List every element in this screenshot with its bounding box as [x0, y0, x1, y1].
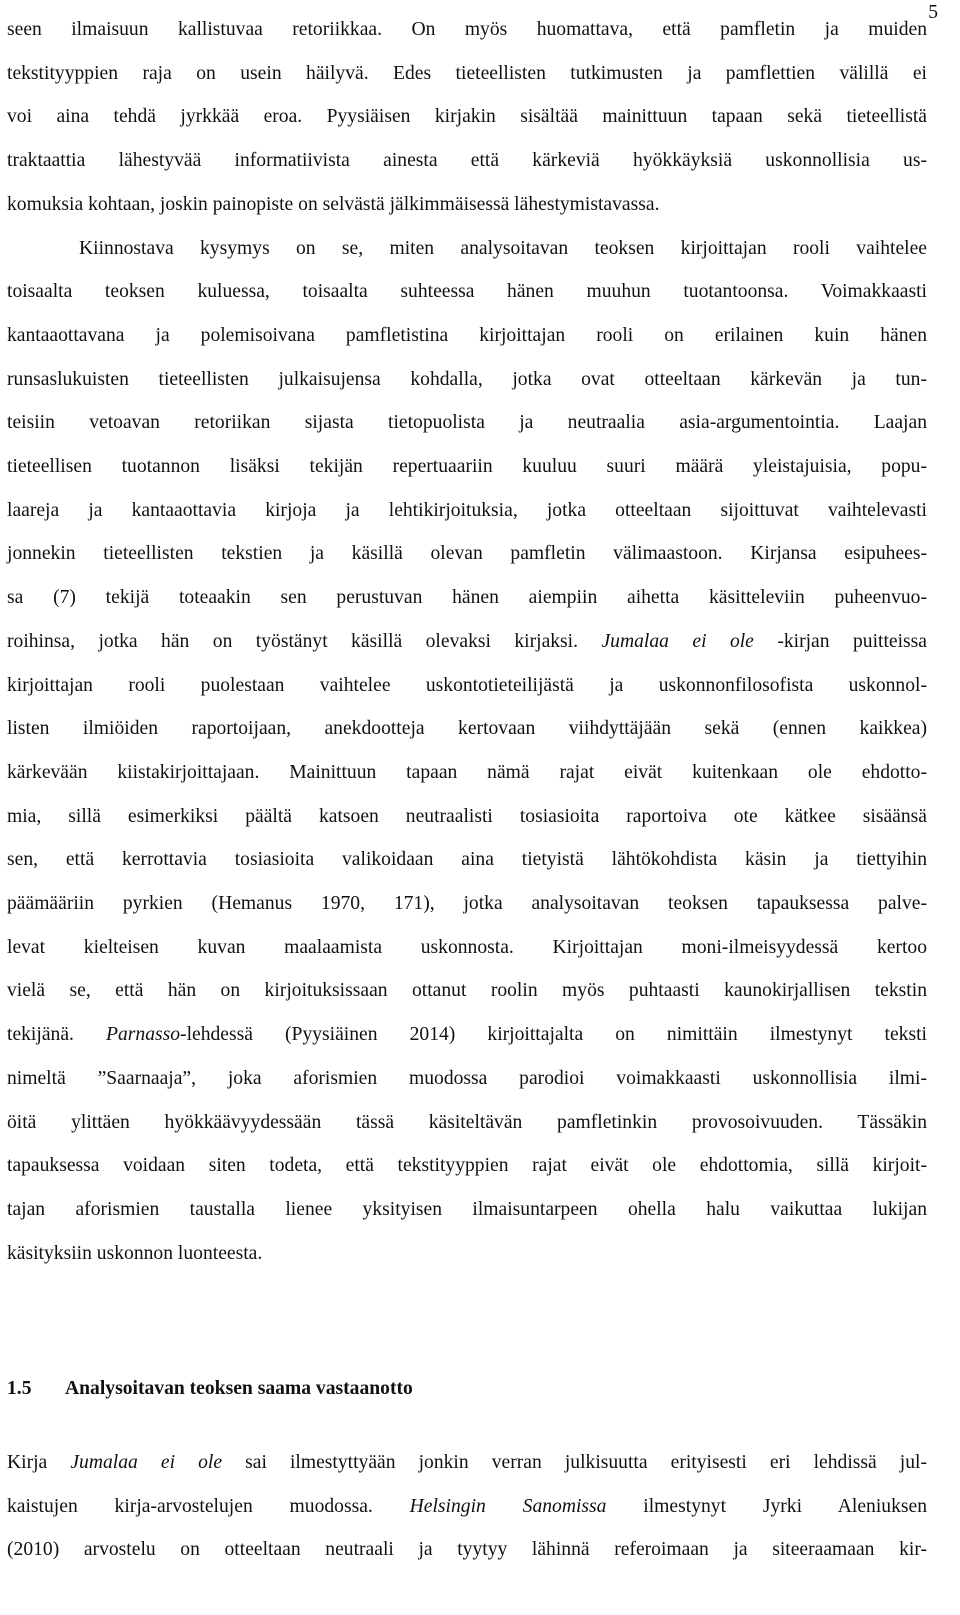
- text-line: kaistujen kirja-arvostelujen muodossa. Helsingin Sanomissa ilmestynyt Jyrki Aleniuksen: [7, 1495, 927, 1517]
- section-heading: [7, 1372, 413, 1406]
- text-line: listen ilmiöiden raportoijaan, anekdootteja kertovaan viihdyttäjään sekä (ennen kaikkea): [7, 718, 927, 740]
- text-line: traktaattia lähestyvää informatiivista ainesta että kärkeviä hyökkäyksiä uskonnollisia us-: [7, 150, 927, 172]
- page-number: 5: [928, 2, 938, 23]
- text-line: laareja ja kantaaottavia kirjoja ja lehtikirjoituksia, jotka otteeltaan sijoittuvat vaihtelevasti: [7, 499, 927, 521]
- text-line: komuksia kohtaan, joskin painopiste on selvästä jälkimmäisessä lähestymistavassa.: [7, 193, 660, 215]
- text-line: roihinsa, jotka hän on työstänyt käsillä olevaksi kirjaksi. Jumalaa ei ole -kirjan puitteissa: [7, 630, 927, 652]
- text-line: teisiin vetoavan retoriikan sijasta tietopuolista ja neutraalia asia-argumentointia. Laajan: [7, 412, 927, 434]
- text-line: öitä ylittäen hyökkäävyydessään tässä käsiteltävän pamfletinkin provosoivuuden. Tässäkin: [7, 1111, 927, 1133]
- text-line: jonnekin tieteellisten tekstien ja käsillä olevan pamfletin välimaastoon. Kirjansa esipuhees-: [7, 543, 927, 565]
- text-line: Kirja Jumalaa ei ole sai ilmestyttyään jonkin verran julkisuutta erityisesti eri lehdissä jul-: [7, 1452, 928, 1473]
- text-line: kantaaottavana ja polemisoivana pamfletistina kirjoittajan rooli on erilainen kuin hänen: [7, 324, 927, 346]
- text-line: (2010) arvostelu on otteeltaan neutraali ja tyytyy lähinnä referoimaan ja siteeraamaan kir-: [7, 1539, 927, 1561]
- text-line: Kiinnostava kysymys on se, miten analysoitavan teoksen kirjoittajan rooli vaihtelee: [79, 237, 927, 259]
- text-line: tekijänä. Parnasso-lehdessä (Pyysiäinen 2014) kirjoittajalta on nimittäin ilmestynyt teksti: [7, 1024, 927, 1046]
- body-text: [7, 8, 927, 1275]
- italic-title: Parnasso: [106, 1024, 181, 1046]
- text-line: sa (7) tekijä toteaakin sen perustuvan hänen aiempiin aihetta käsitteleviin puheenvuo-: [7, 587, 927, 609]
- section-text: [7, 1441, 927, 1572]
- text-line: nimeltä ”Saarnaaja”, joka aforismien muodossa parodioi voimakkaasti uskonnollisia ilmi-: [7, 1067, 927, 1089]
- italic-title: Jumalaa ei ole: [70, 1452, 223, 1473]
- text-line: levat kielteisen kuvan maalaamista uskonnosta. Kirjoittajan moni-ilmeisyydessä kertoo: [7, 936, 927, 958]
- text-line: kärkevään kiistakirjoittajaan. Mainittuun tapaan nämä rajat eivät kuitenkaan ole ehdotto-: [7, 761, 927, 783]
- text-line: mia, sillä esimerkiksi päältä katsoen neutraalisti tosiasioita raportoiva ote kätkee sisäänsä: [7, 805, 927, 827]
- text-line: seen ilmaisuun kallistuvaa retoriikkaa. On myös huomattava, että pamfletin ja muiden: [7, 19, 927, 40]
- text-line: voi aina tehdä jyrkkää eroa. Pyysiäisen kirjakin sisältää mainittuun tapaan sekä tieteellistä: [7, 106, 927, 128]
- section-number: 1.5: [7, 1378, 32, 1399]
- text-line: tieteellisen tuotannon lisäksi tekijän repertuaariin kuuluu suuri määrä yleistajuisia, popu-: [7, 456, 927, 478]
- text-line: sen, että kerrottavia tosiasioita valikoidaan aina tietyistä lähtökohdista käsin ja tiettyihin: [7, 849, 927, 871]
- italic-title: Helsingin Sanomissa: [409, 1495, 607, 1517]
- text-line: päämääriin pyrkien (Hemanus 1970, 171), jotka analysoitavan teoksen tapauksessa palve-: [7, 893, 927, 915]
- text-line: runsaslukuisten tieteellisten julkaisujensa kohdalla, jotka ovat otteeltaan kärkevän ja tun-: [7, 368, 927, 390]
- text-line: käsityksiin uskonnon luonteesta.: [7, 1242, 263, 1264]
- text-line: tekstityyppien raja on usein häilyvä. Edes tieteellisten tutkimusten ja pamflettien välillä ei: [7, 62, 927, 84]
- text-line: vielä se, että hän on kirjoituksissaan ottanut roolin myös puhtaasti kaunokirjallisen tekstin: [7, 980, 927, 1002]
- text-line: tapauksessa voidaan siten todeta, että tekstityyppien rajat eivät ole ehdottomia, sillä kirjoit-: [7, 1155, 927, 1177]
- text-line: toisaalta teoksen kuluessa, toisaalta suhteessa hänen muuhun tuotantoonsa. Voimakkaasti: [7, 281, 927, 303]
- text-line: tajan aforismien taustalla lienee yksityisen ilmaisuntarpeen ohella halu vaikuttaa lukijan: [7, 1198, 927, 1220]
- italic-title: Jumalaa ei ole: [601, 630, 754, 652]
- text-line: kirjoittajan rooli puolestaan vaihtelee uskontotieteilijästä ja uskonnonfilosofista uskonnol-: [7, 674, 927, 696]
- section-title: Analysoitavan teoksen saama vastaanotto: [65, 1378, 413, 1399]
